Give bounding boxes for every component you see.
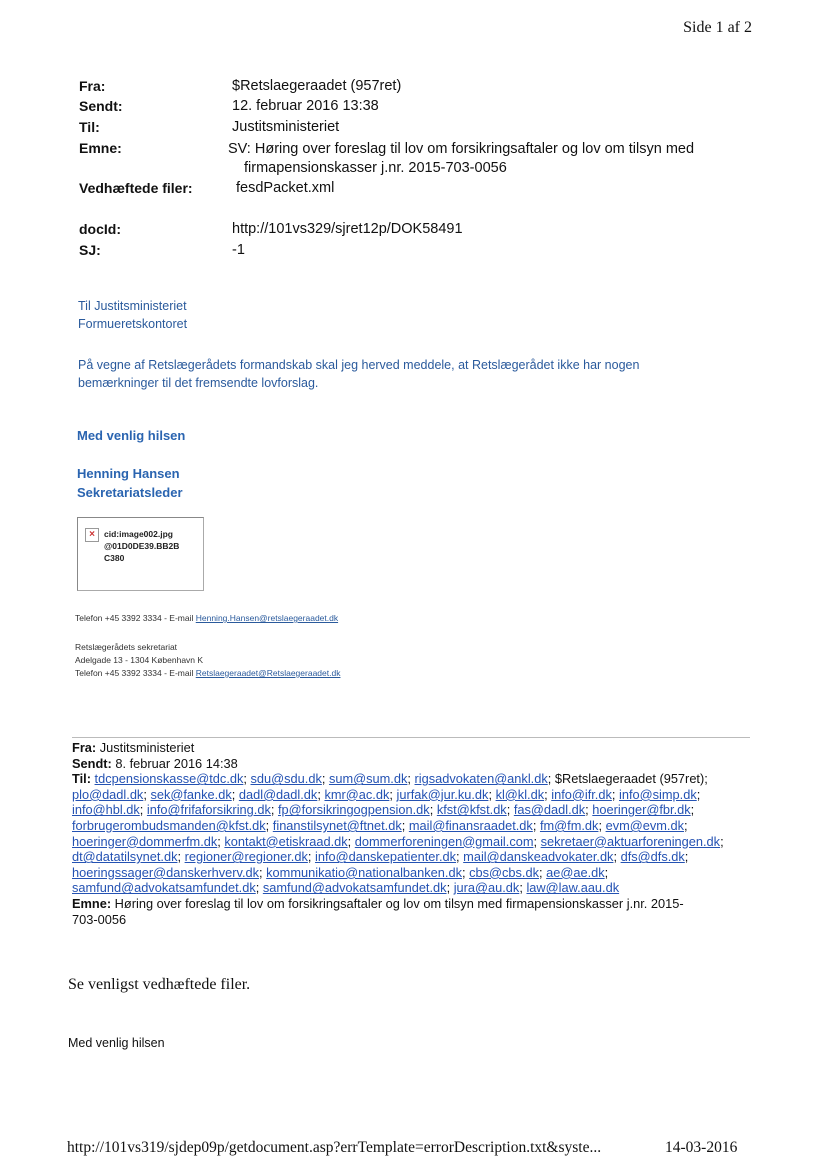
email-link-retslaegeraadet[interactable]: Retslaegeraadet@Retslaegeraadet.dk bbox=[195, 668, 341, 678]
recipient-email-link[interactable]: fp@forsikringogpension.dk bbox=[277, 802, 430, 818]
sj-label: SJ: bbox=[79, 242, 101, 258]
from-label: Fra: bbox=[79, 78, 106, 94]
image-alt-text bbox=[104, 528, 179, 564]
recipient-email-link[interactable]: info@frifaforsikring.dk bbox=[146, 802, 271, 818]
subject-label: Emne: bbox=[79, 140, 122, 156]
fw-greeting: Med venlig hilsen bbox=[68, 1036, 165, 1050]
fw-message: Se venligst vedhæftede filer. bbox=[68, 976, 251, 993]
contact-line-2-prefix: Telefon +45 3392 3334 - E-mail bbox=[75, 668, 196, 678]
recipient-email-link[interactable]: hoeringer@dommerfm.dk bbox=[72, 833, 218, 849]
greeting: Med venlig hilsen bbox=[77, 428, 186, 443]
recipient-email-link[interactable]: hoeringssager@danskerhverv.dk bbox=[72, 864, 260, 880]
fw-subject-label: Emne: bbox=[72, 895, 112, 911]
fw-from bbox=[72, 740, 744, 756]
fw-sent-value: 8. februar 2016 14:38 bbox=[115, 755, 238, 771]
recipient-email-link[interactable]: dfs@dfs.dk bbox=[620, 849, 685, 865]
recipient-email-link[interactable]: dt@datatilsynet.dk bbox=[72, 849, 178, 865]
recipient-email-link[interactable]: info@simp.dk bbox=[619, 786, 697, 802]
recipient-email-link[interactable]: dommerforeningen@gmail.com bbox=[354, 833, 534, 849]
docid-value: http://101vs329/sjret12p/DOK58491 bbox=[232, 221, 463, 237]
to-label: Til: bbox=[79, 119, 100, 135]
recipient-email-link[interactable]: sdu@sdu.dk bbox=[250, 771, 322, 787]
recipient-email-link[interactable]: sekretaer@aktuarforeningen.dk bbox=[540, 833, 721, 849]
sj-value: -1 bbox=[232, 242, 245, 258]
image-alt-line1: cid:image002.jpg bbox=[104, 529, 173, 539]
contact-line-2 bbox=[75, 668, 340, 678]
recipient-email-link[interactable]: samfund@advokatsamfundet.dk bbox=[72, 880, 256, 896]
recipient-email-link[interactable]: kmr@ac.dk bbox=[324, 786, 390, 802]
recipient-email-link[interactable]: sek@fanke.dk bbox=[150, 786, 232, 802]
footer-date: 14-03-2016 bbox=[665, 1139, 738, 1156]
recipient-email-link[interactable]: ae@ae.dk bbox=[546, 864, 605, 880]
body-paragraph-line2: bemærkninger til det fremsendte lovforslag. bbox=[78, 376, 319, 390]
fw-subject bbox=[72, 896, 744, 927]
fw-to-label: Til: bbox=[72, 771, 91, 787]
broken-image-icon: × bbox=[85, 528, 99, 542]
recipient-email-link[interactable]: jurfak@jur.ku.dk bbox=[396, 786, 489, 802]
recipient-email-link[interactable]: plo@dadl.dk bbox=[72, 786, 144, 802]
recipient-email-link[interactable]: regioner@regioner.dk bbox=[184, 849, 308, 865]
image-alt-line2: @01D0DE39.BB2B bbox=[104, 541, 180, 551]
to-value: Justitsministeriet bbox=[232, 119, 340, 135]
fw-sent bbox=[72, 756, 744, 772]
attachments-value: fesdPacket.xml bbox=[236, 180, 335, 196]
recipient-email-link[interactable]: forbrugerombudsmanden@kfst.dk bbox=[72, 817, 266, 833]
recipient-email-link[interactable]: hoeringer@fbr.dk bbox=[592, 802, 691, 818]
recipient-email-link[interactable]: info@hbl.dk bbox=[72, 802, 140, 818]
fw-sent-label: Sendt: bbox=[72, 755, 112, 771]
footer-url: http://101vs319/sjdep09p/getdocument.asp?errTemplate=errorDescription.txt&syste... bbox=[67, 1139, 602, 1156]
addressee-line2: Formueretskontoret bbox=[78, 317, 188, 331]
docid-label: docId: bbox=[79, 221, 121, 237]
addressee bbox=[78, 297, 187, 333]
sender-title: Sekretariatsleder bbox=[77, 485, 183, 500]
recipient-email-link[interactable]: finanstilsynet@ftnet.dk bbox=[272, 817, 402, 833]
recipient-email-link[interactable]: mail@finansraadet.dk bbox=[408, 817, 533, 833]
recipient-email-link[interactable]: kfst@kfst.dk bbox=[436, 802, 507, 818]
fw-from-label: Fra: bbox=[72, 740, 97, 755]
recipient-email-link[interactable]: evm@evm.dk bbox=[605, 817, 684, 833]
recipient-email-link[interactable]: law@law.aau.dk bbox=[526, 880, 620, 896]
body-paragraph-line1: På vegne af Retslægerådets formandskab skal jeg herved meddele, at Retslægerådet ikke har nogen bbox=[78, 358, 640, 372]
signature-image-placeholder bbox=[77, 517, 204, 591]
recipient-email-link[interactable]: dadl@dadl.dk bbox=[238, 786, 318, 802]
recipient-name: $Retslaegeraadet (957ret) bbox=[554, 771, 705, 787]
recipient-email-link[interactable]: rigsadvokaten@ankl.dk bbox=[414, 771, 548, 787]
fw-subject-line2: 703-0056 bbox=[72, 911, 127, 927]
recipient-email-link[interactable]: kommunikatio@nationalbanken.dk bbox=[266, 864, 462, 880]
recipient-email-link[interactable]: cbs@cbs.dk bbox=[469, 864, 539, 880]
recipient-email-link[interactable]: tdcpensionskasse@tdc.dk bbox=[94, 771, 244, 787]
subject-value-line2: firmapensionskasser j.nr. 2015-703-0056 bbox=[244, 160, 507, 176]
subject-value-line1: SV: Høring over foreslag til lov om forsikringsaftaler og lov om tilsyn med bbox=[228, 141, 695, 157]
sent-label: Sendt: bbox=[79, 98, 123, 114]
recipient-email-link[interactable]: kontakt@etiskraad.dk bbox=[224, 833, 348, 849]
separator bbox=[72, 737, 750, 738]
body-paragraph bbox=[78, 356, 639, 392]
recipient-email-link[interactable]: jura@au.dk bbox=[453, 880, 520, 896]
image-alt-line3: C380 bbox=[104, 553, 125, 563]
sender-name: Henning Hansen bbox=[77, 466, 180, 481]
contact-line-1 bbox=[75, 613, 338, 623]
recipient-email-link[interactable]: kl@kl.dk bbox=[495, 786, 545, 802]
fw-subject-line1: Høring over foreslag til lov om forsikringsaftaler og lov om tilsyn med firmapensionskasser j.nr. 2015- bbox=[114, 895, 684, 911]
attachments-label: Vedhæftede filer: bbox=[79, 180, 193, 196]
contact-line-1-prefix: Telefon +45 3392 3334 - E-mail bbox=[75, 613, 196, 623]
addressee-line1: Til Justitsministeriet bbox=[78, 299, 187, 313]
forwarded-header bbox=[72, 740, 744, 927]
from-value: $Retslaegeraadet (957ret) bbox=[232, 78, 402, 94]
recipient-email-link[interactable]: fm@fm.dk bbox=[539, 817, 599, 833]
recipient-email-link[interactable]: info@danskepatienter.dk bbox=[314, 849, 457, 865]
org-address: Adelgade 13 - 1304 København K bbox=[75, 655, 204, 665]
recipient-email-link[interactable]: samfund@advokatsamfundet.dk bbox=[262, 880, 447, 896]
fw-from-value: Justitsministeriet bbox=[99, 740, 195, 755]
org-name: Retslægerådets sekretariat bbox=[75, 642, 178, 652]
recipient-email-link[interactable]: fas@dadl.dk bbox=[513, 802, 586, 818]
page-number: Side 1 af 2 bbox=[683, 19, 752, 36]
email-link-henning[interactable]: Henning.Hansen@retslaegeraadet.dk bbox=[195, 613, 339, 623]
fw-recipients: Til: tdcpensionskasse@tdc.dk; sdu@sdu.dk; sum@sum.dk; rigsadvokaten@ankl.dk; $Retslaegeraadet (957ret); plo@dadl.dk; sek@fanke.dk; dadl@dadl.dk; kmr@ac.dk; jurfak@jur.ku.dk; kl@kl.dk; info@ifr.dk; info@simp.dk; info@hbl.dk; info@frifaforsikring.dk; fp@forsikringogpension.dk; kfst@kfst.dk; fas@dadl.dk; hoeringer@fbr.dk; forbrugerombudsmanden@kfst.dk; finanstilsynet@ftnet.dk; mail@finansraadet.dk; fm@fm.dk; evm@evm.dk; hoeringer@dommerfm.dk; kontakt@etiskraad.dk; dommerforeningen@gmail.com; sekretaer@aktuarforeningen.dk; dt@datatilsynet.dk; regioner@regioner.dk; info@danskepatienter.dk; mail@danskeadvokater.dk; dfs@dfs.dk; hoeringssager@danskerhverv.dk; kommunikatio@nationalbanken.dk; cbs@cbs.dk; ae@ae.dk; samfund@advokatsamfundet.dk; samfund@advokatsamfundet.dk; jura@au.dk; law@law.aau.dk bbox=[72, 771, 724, 896]
recipient-email-link[interactable]: mail@danskeadvokater.dk bbox=[463, 849, 614, 865]
recipient-email-link[interactable]: sum@sum.dk bbox=[328, 771, 408, 787]
recipient-email-link[interactable]: info@ifr.dk bbox=[551, 786, 612, 802]
sent-value: 12. februar 2016 13:38 bbox=[232, 98, 379, 114]
